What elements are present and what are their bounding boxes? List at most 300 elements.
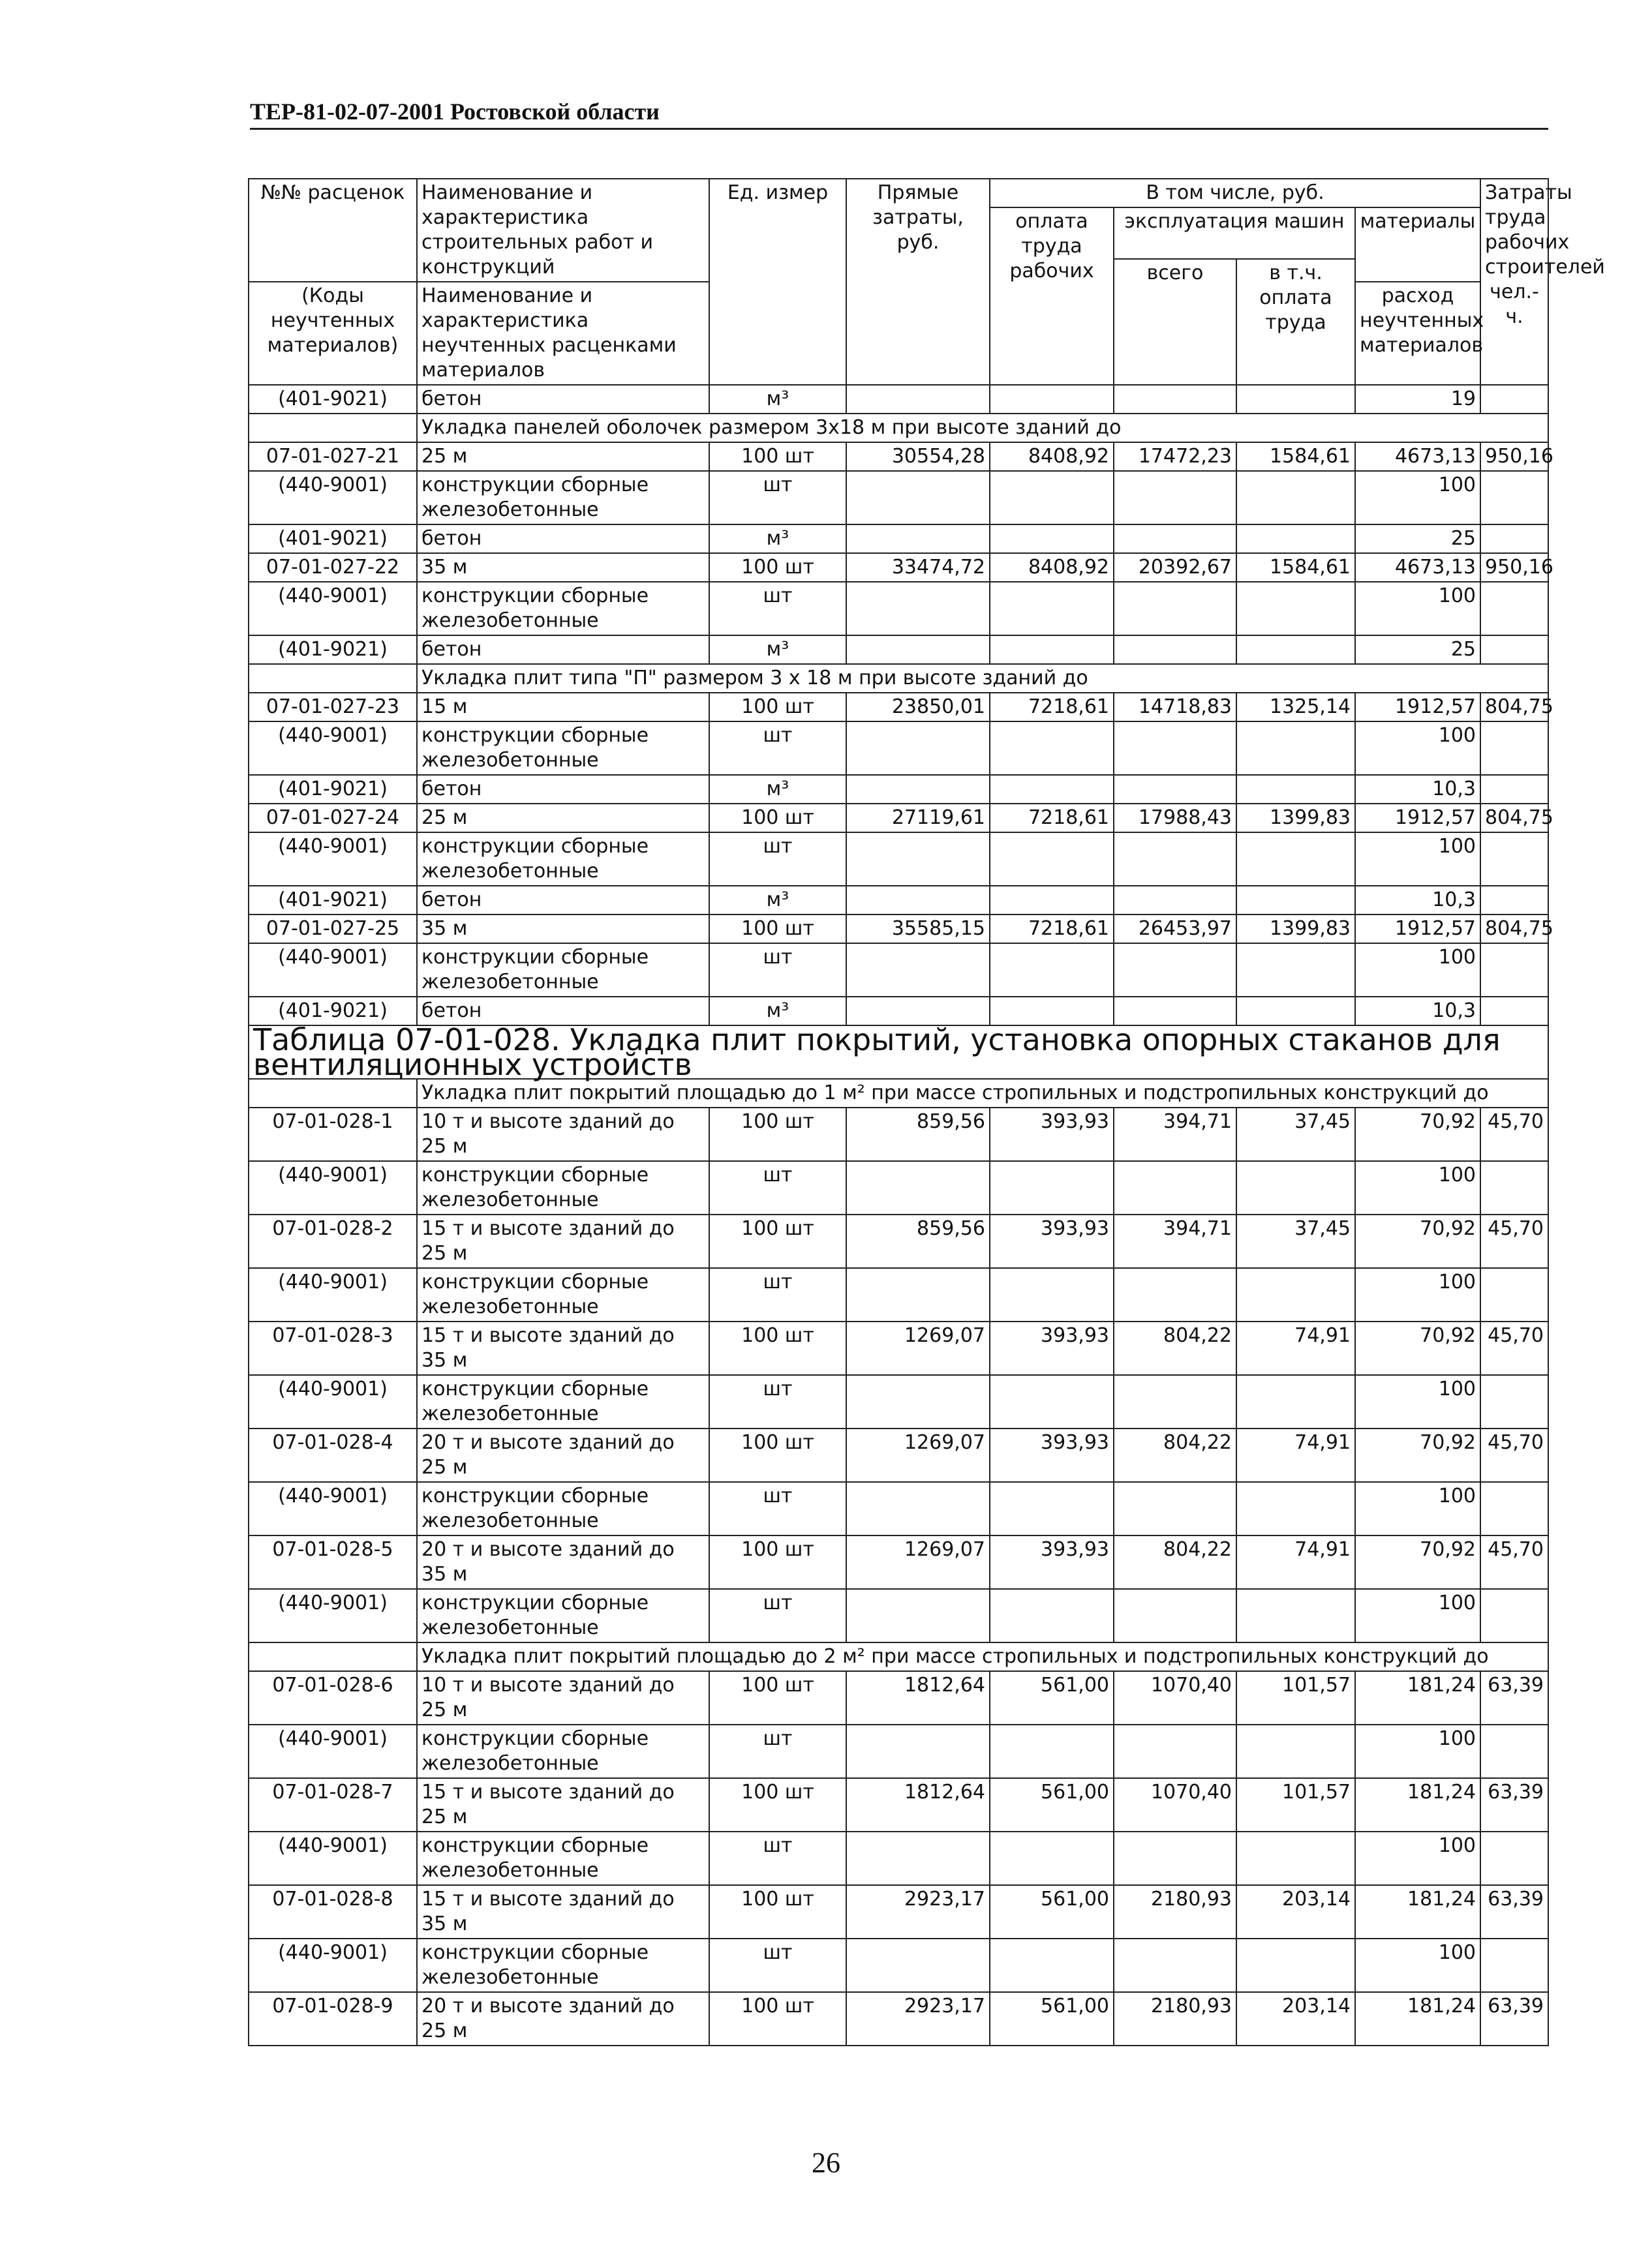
rate-row: [249, 693, 1548, 721]
machines-total: [1114, 1268, 1236, 1322]
material-code: (401-9021): [249, 997, 417, 1025]
material-code: (440-9001): [249, 471, 417, 524]
labor-cost: 45,70: [1480, 1108, 1548, 1161]
unit-cell: шт: [709, 1161, 846, 1215]
direct-cost: 35585,15: [846, 915, 990, 943]
direct-cost: [846, 832, 990, 886]
labor-cost: [1480, 943, 1548, 997]
machines-labor: [1236, 886, 1355, 915]
materials: 25: [1355, 524, 1480, 553]
machines-total: 17988,43: [1114, 804, 1236, 832]
item-name: 15 т и высоте зданий до 35 м: [417, 1885, 709, 1939]
unit-cell: 100 шт: [709, 1885, 846, 1939]
col-labor-cost: Затраты труда рабочих строителей чел.-ч.: [1480, 179, 1548, 385]
machines-labor: [1236, 524, 1355, 553]
direct-cost: [846, 385, 990, 414]
machines-labor: 74,91: [1236, 1535, 1355, 1589]
labor-cost: [1480, 1161, 1548, 1215]
materials: 10,3: [1355, 886, 1480, 915]
rate-code: 07-01-028-3: [249, 1322, 417, 1375]
unit-cell: 100 шт: [709, 553, 846, 582]
labor-pay: [990, 385, 1114, 414]
labor-cost: [1480, 524, 1548, 553]
direct-cost: 30554,28: [846, 442, 990, 471]
rate-code: 07-01-028-4: [249, 1429, 417, 1482]
rate-row: [249, 442, 1548, 471]
labor-cost: 45,70: [1480, 1215, 1548, 1268]
labor-cost: [1480, 1832, 1548, 1885]
section-heading-row: [249, 664, 1548, 693]
item-name: 15 м: [417, 693, 709, 721]
material-code: (440-9001): [249, 1725, 417, 1778]
item-name: конструкции сборные железобетонные: [417, 832, 709, 886]
material-code: (401-9021): [249, 775, 417, 804]
labor-cost: 63,39: [1480, 1778, 1548, 1832]
machines-total: [1114, 524, 1236, 553]
rate-row: [249, 1535, 1548, 1589]
labor-pay: [990, 1268, 1114, 1322]
item-name: конструкции сборные железобетонные: [417, 1482, 709, 1535]
materials: 181,24: [1355, 1778, 1480, 1832]
machines-labor: [1236, 1268, 1355, 1322]
item-name: конструкции сборные железобетонные: [417, 721, 709, 775]
item-name: конструкции сборные железобетонные: [417, 471, 709, 524]
materials: 4673,13: [1355, 442, 1480, 471]
direct-cost: [846, 1482, 990, 1535]
material-row: [249, 1589, 1548, 1642]
machines-total: [1114, 943, 1236, 997]
labor-cost: 63,39: [1480, 1992, 1548, 2046]
item-name: 25 м: [417, 804, 709, 832]
materials: 1912,57: [1355, 693, 1480, 721]
item-name: конструкции сборные железобетонные: [417, 1939, 709, 1992]
item-name: конструкции сборные железобетонные: [417, 943, 709, 997]
section-heading: Укладка плит покрытий площадью до 2 м² при массе стропильных и подстропильных конструкций до: [417, 1642, 1548, 1671]
material-row: [249, 775, 1548, 804]
material-row: [249, 943, 1548, 997]
unit-cell: шт: [709, 943, 846, 997]
labor-pay: 393,93: [990, 1215, 1114, 1268]
direct-cost: [846, 1589, 990, 1642]
rate-code: 07-01-027-24: [249, 804, 417, 832]
machines-labor: 1584,61: [1236, 442, 1355, 471]
materials: 100: [1355, 1589, 1480, 1642]
direct-cost: 2923,17: [846, 1885, 990, 1939]
rate-row: [249, 1885, 1548, 1939]
item-name: конструкции сборные железобетонные: [417, 1375, 709, 1429]
machines-total: [1114, 1939, 1236, 1992]
rate-code: 07-01-028-5: [249, 1535, 417, 1589]
unit-cell: шт: [709, 1832, 846, 1885]
item-name: 20 т и высоте зданий до 35 м: [417, 1535, 709, 1589]
col-materials-top: материалы: [1355, 207, 1480, 282]
direct-cost: 1812,64: [846, 1671, 990, 1725]
unit-cell: 100 шт: [709, 1535, 846, 1589]
section-spacer: [249, 414, 417, 442]
machines-labor: 1325,14: [1236, 693, 1355, 721]
material-code: (440-9001): [249, 1268, 417, 1322]
unit-cell: 100 шт: [709, 1322, 846, 1375]
machines-labor: [1236, 1482, 1355, 1535]
section-spacer: [249, 1642, 417, 1671]
labor-pay: [990, 943, 1114, 997]
item-name: конструкции сборные железобетонные: [417, 1725, 709, 1778]
material-row: [249, 997, 1548, 1025]
machines-labor: 74,91: [1236, 1429, 1355, 1482]
rate-code: 07-01-027-23: [249, 693, 417, 721]
machines-total: 1070,40: [1114, 1778, 1236, 1832]
material-row: [249, 471, 1548, 524]
material-code: (401-9021): [249, 524, 417, 553]
labor-pay: [990, 997, 1114, 1025]
materials: 100: [1355, 1375, 1480, 1429]
machines-labor: [1236, 721, 1355, 775]
machines-labor: 203,14: [1236, 1885, 1355, 1939]
labor-cost: [1480, 1482, 1548, 1535]
materials: 10,3: [1355, 775, 1480, 804]
materials: 100: [1355, 1268, 1480, 1322]
labor-pay: [990, 1375, 1114, 1429]
material-row: [249, 886, 1548, 915]
materials: 70,92: [1355, 1108, 1480, 1161]
machines-total: [1114, 471, 1236, 524]
rate-row: [249, 804, 1548, 832]
rate-code: 07-01-028-1: [249, 1108, 417, 1161]
material-row: [249, 1482, 1548, 1535]
machines-total: [1114, 635, 1236, 664]
labor-cost: [1480, 775, 1548, 804]
labor-pay: 561,00: [990, 1778, 1114, 1832]
rate-row: [249, 1322, 1548, 1375]
col-code-bottom: (Коды неучтенных материалов): [249, 282, 417, 385]
material-row: [249, 1268, 1548, 1322]
item-name: 15 т и высоте зданий до 25 м: [417, 1215, 709, 1268]
labor-cost: [1480, 721, 1548, 775]
materials: 100: [1355, 1161, 1480, 1215]
materials: 100: [1355, 943, 1480, 997]
machines-labor: 74,91: [1236, 1322, 1355, 1375]
material-row: [249, 1939, 1548, 1992]
material-code: (440-9001): [249, 1161, 417, 1215]
materials: 1912,57: [1355, 804, 1480, 832]
direct-cost: [846, 1161, 990, 1215]
direct-cost: [846, 1832, 990, 1885]
materials: 181,24: [1355, 1992, 1480, 2046]
page-number: 26: [812, 2147, 840, 2179]
rate-code: 07-01-028-8: [249, 1885, 417, 1939]
direct-cost: [846, 943, 990, 997]
unit-cell: шт: [709, 1375, 846, 1429]
material-code: (401-9021): [249, 635, 417, 664]
machines-total: [1114, 1832, 1236, 1885]
material-row: [249, 1375, 1548, 1429]
labor-cost: 45,70: [1480, 1429, 1548, 1482]
rate-row: [249, 1429, 1548, 1482]
machines-total: [1114, 832, 1236, 886]
machines-total: 20392,67: [1114, 553, 1236, 582]
item-name: 35 м: [417, 915, 709, 943]
machines-total: 14718,83: [1114, 693, 1236, 721]
item-name: конструкции сборные железобетонные: [417, 1268, 709, 1322]
materials: 181,24: [1355, 1671, 1480, 1725]
direct-cost: 23850,01: [846, 693, 990, 721]
materials: 10,3: [1355, 997, 1480, 1025]
machines-labor: [1236, 1375, 1355, 1429]
machines-labor: 1584,61: [1236, 553, 1355, 582]
direct-cost: [846, 997, 990, 1025]
labor-cost: 45,70: [1480, 1322, 1548, 1375]
unit-cell: шт: [709, 832, 846, 886]
item-name: 10 т и высоте зданий до 25 м: [417, 1671, 709, 1725]
direct-cost: 1269,07: [846, 1535, 990, 1589]
material-row: [249, 524, 1548, 553]
unit-cell: шт: [709, 1939, 846, 1992]
col-machines-total: всего: [1114, 259, 1236, 385]
machines-total: [1114, 721, 1236, 775]
materials: 100: [1355, 721, 1480, 775]
machines-total: [1114, 997, 1236, 1025]
rate-code: 07-01-028-6: [249, 1671, 417, 1725]
labor-pay: [990, 524, 1114, 553]
machines-labor: [1236, 997, 1355, 1025]
materials: 25: [1355, 635, 1480, 664]
direct-cost: 27119,61: [846, 804, 990, 832]
material-code: (440-9001): [249, 1589, 417, 1642]
labor-cost: [1480, 832, 1548, 886]
machines-total: 1070,40: [1114, 1671, 1236, 1725]
material-code: (440-9001): [249, 1482, 417, 1535]
direct-cost: 859,56: [846, 1215, 990, 1268]
table-title-row: [249, 1025, 1548, 1079]
machines-total: [1114, 1161, 1236, 1215]
direct-cost: [846, 1725, 990, 1778]
col-incl: В том числе, руб.: [990, 179, 1480, 207]
item-name: конструкции сборные железобетонные: [417, 1589, 709, 1642]
machines-labor: [1236, 1161, 1355, 1215]
direct-cost: [846, 635, 990, 664]
material-code: (440-9001): [249, 1939, 417, 1992]
materials: 100: [1355, 832, 1480, 886]
labor-cost: [1480, 1939, 1548, 1992]
direct-cost: [846, 471, 990, 524]
machines-total: [1114, 385, 1236, 414]
item-name: бетон: [417, 635, 709, 664]
direct-cost: 1812,64: [846, 1778, 990, 1832]
labor-cost: [1480, 1375, 1548, 1429]
machines-total: [1114, 886, 1236, 915]
direct-cost: 1269,07: [846, 1429, 990, 1482]
rates-table: [248, 178, 1605, 2046]
materials: 181,24: [1355, 1885, 1480, 1939]
labor-cost: [1480, 1268, 1548, 1322]
material-row: [249, 635, 1548, 664]
labor-cost: 63,39: [1480, 1885, 1548, 1939]
section-heading: Укладка плит типа "П" размером 3 х 18 м при высоте зданий до: [417, 664, 1548, 693]
labor-cost: [1480, 471, 1548, 524]
rate-code: 07-01-027-21: [249, 442, 417, 471]
unit-cell: 100 шт: [709, 1429, 846, 1482]
direct-cost: [846, 721, 990, 775]
rate-code: 07-01-027-22: [249, 553, 417, 582]
machines-total: 394,71: [1114, 1108, 1236, 1161]
materials: 1912,57: [1355, 915, 1480, 943]
unit-cell: м³: [709, 524, 846, 553]
rate-row: [249, 553, 1548, 582]
machines-labor: 1399,83: [1236, 915, 1355, 943]
unit-cell: шт: [709, 1589, 846, 1642]
materials: 100: [1355, 1725, 1480, 1778]
materials: 19: [1355, 385, 1480, 414]
item-name: конструкции сборные железобетонные: [417, 1161, 709, 1215]
direct-cost: 1269,07: [846, 1322, 990, 1375]
item-name: конструкции сборные железобетонные: [417, 582, 709, 635]
labor-cost: 804,75: [1480, 804, 1548, 832]
unit-cell: шт: [709, 1725, 846, 1778]
unit-cell: м³: [709, 886, 846, 915]
labor-cost: [1480, 582, 1548, 635]
machines-labor: [1236, 635, 1355, 664]
item-name: 10 т и высоте зданий до 25 м: [417, 1108, 709, 1161]
rate-row: [249, 1108, 1548, 1161]
table-title: Таблица 07-01-028. Укладка плит покрытий, установка опорных стаканов для вентиляционных устройств: [249, 1025, 1548, 1079]
col-name-top: Наименование и характеристика строительных работ и конструкций: [417, 179, 709, 282]
labor-pay: 7218,61: [990, 915, 1114, 943]
material-code: (440-9001): [249, 832, 417, 886]
item-name: бетон: [417, 524, 709, 553]
section-heading: Укладка панелей оболочек размером 3х18 м при высоте зданий до: [417, 414, 1548, 442]
machines-total: [1114, 1589, 1236, 1642]
machines-labor: [1236, 943, 1355, 997]
unit-cell: м³: [709, 997, 846, 1025]
material-row: [249, 1161, 1548, 1215]
machines-total: [1114, 1375, 1236, 1429]
machines-total: 394,71: [1114, 1215, 1236, 1268]
material-code: (440-9001): [249, 943, 417, 997]
col-machines: эксплуатация машин: [1114, 207, 1355, 259]
unit-cell: 100 шт: [709, 1215, 846, 1268]
unit-cell: шт: [709, 471, 846, 524]
col-name-bottom: Наименование и характеристика неучтенных расценками материалов: [417, 282, 709, 385]
labor-cost: 45,70: [1480, 1535, 1548, 1589]
labor-cost: [1480, 997, 1548, 1025]
labor-pay: [990, 582, 1114, 635]
machines-labor: [1236, 1725, 1355, 1778]
labor-pay: [990, 1832, 1114, 1885]
labor-cost: [1480, 385, 1548, 414]
labor-cost: 950,16: [1480, 442, 1548, 471]
item-name: 20 т и высоте зданий до 25 м: [417, 1992, 709, 2046]
labor-pay: 393,93: [990, 1429, 1114, 1482]
material-row: [249, 832, 1548, 886]
material-row: [249, 1725, 1548, 1778]
materials: 100: [1355, 1832, 1480, 1885]
labor-pay: [990, 635, 1114, 664]
item-name: конструкции сборные железобетонные: [417, 1832, 709, 1885]
rate-row: [249, 915, 1548, 943]
item-name: бетон: [417, 775, 709, 804]
item-name: 25 м: [417, 442, 709, 471]
labor-cost: 950,16: [1480, 553, 1548, 582]
direct-cost: [846, 775, 990, 804]
unit-cell: 100 шт: [709, 804, 846, 832]
unit-cell: 100 шт: [709, 1108, 846, 1161]
rate-code: 07-01-028-9: [249, 1992, 417, 2046]
unit-cell: 100 шт: [709, 915, 846, 943]
machines-total: 2180,93: [1114, 1992, 1236, 2046]
machines-labor: [1236, 1589, 1355, 1642]
labor-pay: [990, 1161, 1114, 1215]
materials: 70,92: [1355, 1429, 1480, 1482]
labor-cost: 804,75: [1480, 693, 1548, 721]
labor-pay: 7218,61: [990, 693, 1114, 721]
labor-pay: [990, 471, 1114, 524]
item-name: бетон: [417, 385, 709, 414]
machines-labor: [1236, 582, 1355, 635]
labor-cost: [1480, 886, 1548, 915]
item-name: бетон: [417, 886, 709, 915]
unit-cell: шт: [709, 1268, 846, 1322]
col-machines-labor: в т.ч. оплата труда: [1236, 259, 1355, 385]
labor-pay: [990, 775, 1114, 804]
section-heading-row: [249, 1079, 1548, 1108]
col-code-top: №№ расценок: [249, 179, 417, 282]
unit-cell: 100 шт: [709, 693, 846, 721]
section-spacer: [249, 1079, 417, 1108]
material-code: (401-9021): [249, 385, 417, 414]
material-code: (440-9001): [249, 1832, 417, 1885]
item-name: 20 т и высоте зданий до 25 м: [417, 1429, 709, 1482]
machines-total: [1114, 582, 1236, 635]
labor-pay: [990, 1589, 1114, 1642]
labor-cost: 804,75: [1480, 915, 1548, 943]
machines-labor: [1236, 1939, 1355, 1992]
direct-cost: [846, 886, 990, 915]
direct-cost: [846, 524, 990, 553]
labor-pay: 561,00: [990, 1992, 1114, 2046]
unit-cell: м³: [709, 635, 846, 664]
machines-labor: [1236, 832, 1355, 886]
direct-cost: 33474,72: [846, 553, 990, 582]
machines-total: [1114, 775, 1236, 804]
material-code: (401-9021): [249, 886, 417, 915]
item-name: 15 т и высоте зданий до 35 м: [417, 1322, 709, 1375]
machines-labor: 203,14: [1236, 1992, 1355, 2046]
material-code: (440-9001): [249, 721, 417, 775]
material-row: [249, 721, 1548, 775]
rate-code: 07-01-027-25: [249, 915, 417, 943]
machines-total: [1114, 1725, 1236, 1778]
running-title: ТЕР-81-02-07-2001 Ростовской области: [250, 98, 1548, 130]
unit-cell: м³: [709, 385, 846, 414]
machines-labor: 101,57: [1236, 1671, 1355, 1725]
unit-cell: шт: [709, 1482, 846, 1535]
labor-pay: [990, 721, 1114, 775]
materials: 70,92: [1355, 1322, 1480, 1375]
labor-cost: [1480, 635, 1548, 664]
machines-total: 804,22: [1114, 1429, 1236, 1482]
labor-pay: 8408,92: [990, 442, 1114, 471]
material-row: [249, 582, 1548, 635]
machines-total: 804,22: [1114, 1535, 1236, 1589]
labor-pay: 393,93: [990, 1108, 1114, 1161]
labor-pay: [990, 1482, 1114, 1535]
materials: 70,92: [1355, 1535, 1480, 1589]
direct-cost: [846, 1939, 990, 1992]
direct-cost: [846, 1268, 990, 1322]
labor-pay: 393,93: [990, 1322, 1114, 1375]
material-row: [249, 385, 1548, 414]
direct-cost: 2923,17: [846, 1992, 990, 2046]
